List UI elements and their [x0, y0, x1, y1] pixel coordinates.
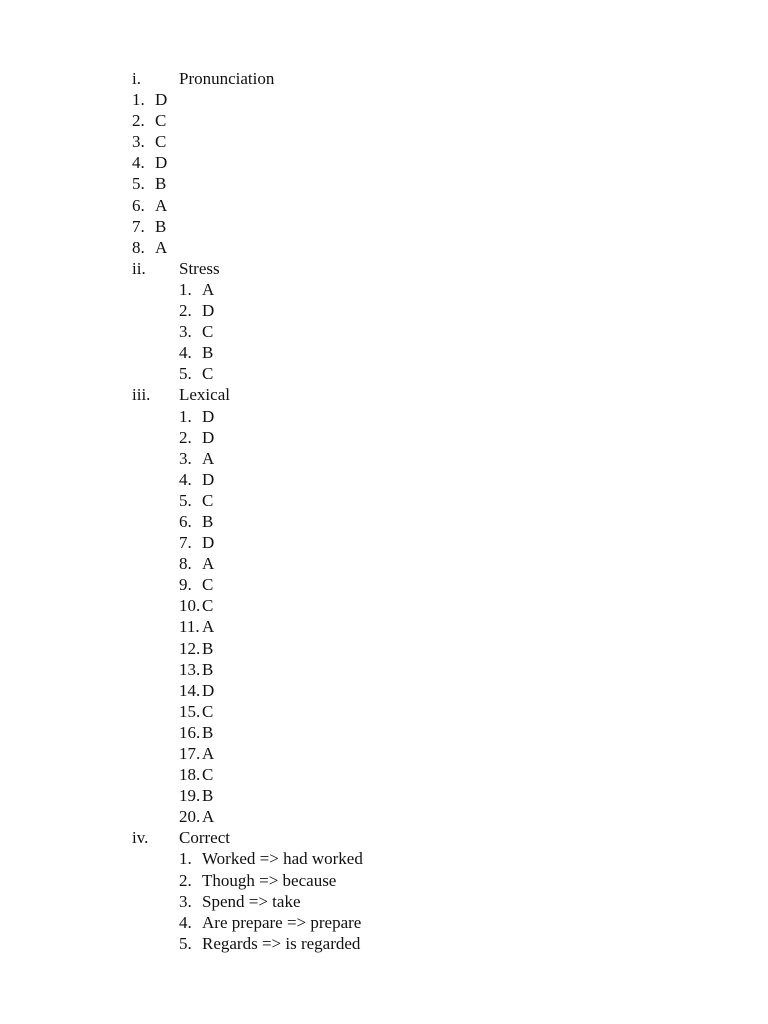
item-number: 3.: [179, 448, 192, 468]
list-item: [132, 595, 363, 616]
item-number: 4.: [179, 469, 192, 489]
item-answer: Though => because: [202, 870, 337, 890]
item-answer: B: [202, 343, 214, 363]
item-answer: D: [202, 406, 215, 426]
list-item: [132, 173, 363, 194]
item-answer: A: [202, 448, 215, 468]
item-number: 9.: [179, 575, 192, 595]
section-heading: [132, 827, 363, 848]
section-heading: [132, 258, 363, 279]
item-answer: D: [202, 427, 215, 447]
list-item: [132, 342, 363, 363]
item-answer: C: [202, 364, 214, 384]
item-answer: B: [202, 511, 214, 531]
list-item: [132, 722, 363, 743]
item-answer: A: [155, 195, 168, 215]
item-answer: A: [155, 237, 168, 257]
item-number: 1.: [179, 279, 192, 299]
item-number: 6.: [179, 511, 192, 531]
section-title: Stress: [179, 258, 220, 278]
list-item: [132, 427, 363, 448]
item-number: 20.: [179, 807, 201, 827]
item-number: 6.: [132, 195, 145, 215]
section-title: Lexical: [179, 385, 230, 405]
item-number: 2.: [179, 427, 192, 447]
list-item: [132, 553, 363, 574]
item-number: 4.: [132, 153, 145, 173]
item-answer: B: [202, 722, 214, 742]
item-answer: C: [202, 596, 214, 616]
list-item: [132, 195, 363, 216]
item-answer: C: [202, 701, 214, 721]
list-item: [132, 616, 363, 637]
item-number: 16.: [179, 722, 201, 742]
section-heading: [132, 68, 363, 89]
item-answer: A: [202, 279, 215, 299]
item-number: 15.: [179, 701, 201, 721]
item-answer: B: [155, 174, 167, 194]
item-number: 2.: [132, 111, 145, 131]
item-answer: D: [202, 469, 215, 489]
list-item: [132, 152, 363, 173]
item-answer: D: [155, 153, 168, 173]
item-answer: B: [202, 786, 214, 806]
item-number: 5.: [179, 364, 192, 384]
item-answer: Worked => had worked: [202, 849, 363, 869]
item-number: 18.: [179, 765, 201, 785]
item-number: 1.: [132, 90, 145, 110]
item-answer: D: [155, 90, 168, 110]
list-item: [132, 532, 363, 553]
item-number: 17.: [179, 744, 201, 763]
list-item: [132, 131, 363, 152]
item-number: 7.: [179, 533, 192, 553]
item-answer: B: [202, 638, 214, 658]
section-title: Pronunciation: [179, 69, 275, 88]
item-number: 7.: [132, 216, 145, 236]
item-number: 5.: [179, 490, 192, 510]
list-item: [132, 490, 363, 511]
answer-key: [132, 68, 363, 954]
item-number: 3.: [179, 891, 192, 911]
section-title: Correct: [179, 828, 230, 848]
list-item: [132, 891, 363, 912]
list-item: [132, 110, 363, 131]
list-item: [132, 511, 363, 532]
item-number: 4.: [179, 343, 192, 363]
list-item: [132, 279, 363, 300]
list-item: [132, 469, 363, 490]
list-item: [132, 448, 363, 469]
item-answer: D: [202, 680, 215, 700]
item-answer: Are prepare => prepare: [202, 912, 362, 932]
item-number: 12.: [179, 638, 201, 658]
list-item: [132, 680, 363, 701]
item-answer: A: [202, 617, 215, 637]
list-item: [132, 743, 363, 764]
item-answer: D: [202, 533, 215, 553]
item-number: 8.: [179, 554, 192, 574]
item-number: 5.: [179, 933, 192, 953]
list-item: [132, 321, 363, 342]
list-item: [132, 701, 363, 722]
item-number: 11.: [179, 617, 200, 637]
item-number: 4.: [179, 912, 192, 932]
list-item: [132, 300, 363, 321]
item-number: 13.: [179, 659, 201, 679]
section-heading: [132, 384, 363, 405]
list-item: [132, 933, 363, 954]
section-numeral: iv.: [132, 828, 149, 848]
item-number: 14.: [179, 680, 201, 700]
item-answer: A: [202, 744, 215, 763]
item-answer: Spend => take: [202, 891, 301, 911]
list-item: [132, 363, 363, 384]
list-item: [132, 216, 363, 237]
item-answer: C: [155, 111, 167, 131]
item-answer: C: [202, 322, 214, 342]
item-answer: B: [202, 659, 214, 679]
section-numeral: iii.: [132, 385, 151, 405]
item-answer: A: [202, 554, 215, 574]
list-item: [132, 870, 363, 891]
item-number: 5.: [132, 174, 145, 194]
list-item: [132, 764, 363, 785]
list-item: [132, 785, 363, 806]
item-answer: Regards => is regarded: [202, 933, 361, 953]
item-number: 3.: [132, 132, 145, 152]
item-answer: C: [202, 575, 214, 595]
item-number: 8.: [132, 237, 145, 257]
list-item: [132, 638, 363, 659]
list-item: [132, 806, 363, 827]
item-number: 1.: [179, 406, 192, 426]
item-number: 1.: [179, 849, 192, 869]
item-number: 10.: [179, 596, 201, 616]
section-numeral: i.: [132, 69, 141, 88]
list-item: [132, 406, 363, 427]
item-number: 19.: [179, 786, 201, 806]
item-answer: D: [202, 301, 215, 321]
item-number: 2.: [179, 301, 192, 321]
list-item: [132, 659, 363, 680]
item-number: 3.: [179, 322, 192, 342]
list-item: [132, 89, 363, 110]
list-item: [132, 848, 363, 869]
section-numeral: ii.: [132, 258, 146, 278]
list-item: [132, 237, 363, 258]
item-answer: B: [155, 216, 167, 236]
item-answer: A: [202, 807, 215, 827]
list-item: [132, 574, 363, 595]
item-answer: C: [202, 765, 214, 785]
list-item: [132, 912, 363, 933]
item-answer: C: [202, 490, 214, 510]
item-answer: C: [155, 132, 167, 152]
item-number: 2.: [179, 870, 192, 890]
